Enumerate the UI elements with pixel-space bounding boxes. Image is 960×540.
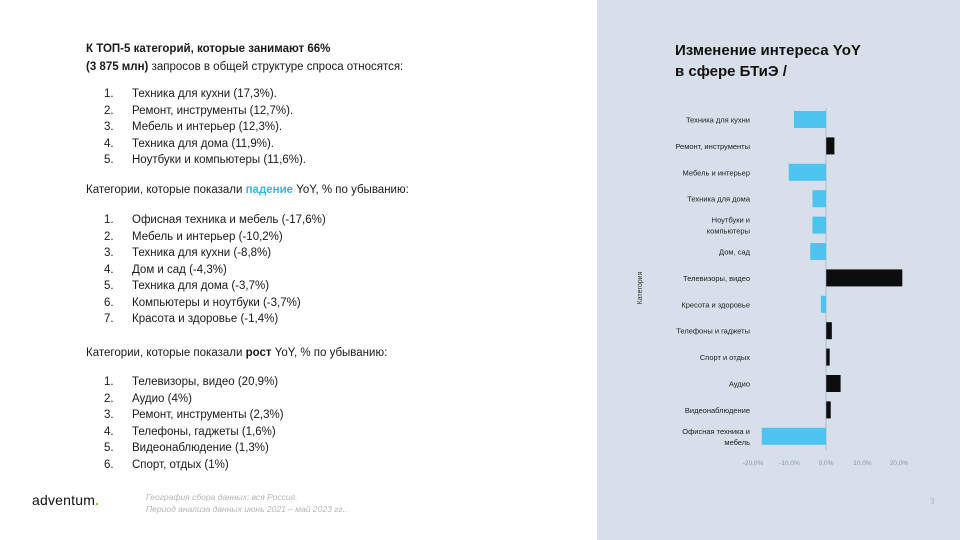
list-item-number: 3. (104, 247, 114, 259)
list-item-text: Техника для дома (11,9%). (132, 137, 274, 150)
decline-list (104, 212, 326, 328)
top5-item (104, 136, 306, 153)
bar (826, 401, 831, 418)
bar (812, 217, 826, 234)
bar (812, 190, 826, 207)
bar (821, 296, 826, 313)
category-label: Спорт и отдых (699, 353, 750, 363)
list-item-text: Видеонаблюдение (1,3%) (132, 442, 269, 454)
chart-title: Изменение интереса YoY в сфере БТиЭ / (675, 42, 861, 80)
intro-total: (3 875 млн) (86, 61, 149, 73)
list-item-text: Телевизоры, видео (20,9%) (132, 376, 279, 388)
list-item-text: Спорт, отдых (1%) (132, 458, 229, 471)
list-item-text: Ремонт, инструменты (2,3%) (132, 409, 284, 421)
list-item-text: Красота и здоровье (-1,4%) (132, 313, 279, 325)
decline-item (104, 262, 326, 279)
list-item-text: Дом и сад (-4,3%) (132, 263, 227, 276)
bar (789, 164, 826, 181)
list-item-number: 3. (104, 121, 114, 133)
growth-list (104, 374, 284, 473)
growth-item (104, 457, 284, 474)
list-item-text: Техника для дома (-3,7%) (132, 280, 270, 292)
growth-item (104, 424, 284, 441)
list-item-number: 6. (104, 296, 114, 309)
list-item-text: Офисная техника и мебель (-17,6%) (132, 214, 326, 226)
decline-item (104, 212, 326, 229)
intro-text (86, 40, 566, 76)
bar (810, 243, 826, 260)
list-item-number: 6. (104, 458, 114, 471)
decline-heading: Категории, которые показали падение YoY, % по убыванию: (86, 184, 409, 196)
growth-highlight: рост (245, 347, 272, 359)
list-item-number: 5. (104, 280, 114, 292)
list-item-text: Техника для кухни (17,3%). (132, 88, 277, 100)
decline-item (104, 229, 326, 246)
category-label: Аудио (728, 379, 750, 389)
x-tick-label: 10,0% (853, 460, 872, 467)
list-item-text: Ноутбуки и компьютеры (11,6%). (132, 154, 306, 166)
category-label: Офисная техника и (682, 426, 750, 436)
list-item-number: 2. (104, 230, 114, 243)
bar (826, 375, 841, 392)
growth-item (104, 374, 284, 391)
list-item-text: Техника для кухни (-8,8%) (132, 247, 272, 259)
list-item-number: 7. (104, 313, 114, 325)
growth-item (104, 391, 284, 408)
bar (826, 322, 832, 339)
top5-item (104, 119, 306, 136)
list-item-number: 1. (104, 376, 114, 388)
category-label: Ноутбуки и (711, 215, 750, 225)
bar (826, 269, 902, 286)
intro-line1: К ТОП-5 категорий, которые занимают 66% (86, 43, 331, 55)
decline-item (104, 245, 326, 262)
decline-highlight: падение (245, 184, 294, 196)
list-item-number: 5. (104, 154, 114, 166)
list-item-text: Мебель и интерьер (12,3%). (132, 121, 283, 133)
category-label: Видеонаблюдение (684, 405, 750, 415)
category-label: компьютеры (706, 226, 750, 236)
growth-item (104, 440, 284, 457)
list-item-text: Мебель и интерьер (-10,2%) (132, 230, 283, 243)
growth-heading: Категории, которые показали рост YoY, % по убыванию: (86, 347, 388, 359)
x-tick-label: 0,0% (818, 460, 834, 467)
list-item-text: Телефоны, гаджеты (1,6%) (132, 425, 276, 438)
list-item-number: 1. (104, 214, 114, 226)
category-label: Техника для дома (687, 194, 750, 204)
category-label: Дом, сад (719, 247, 750, 257)
category-label: Телефоны и гаджеты (676, 326, 750, 336)
list-item-number: 3. (104, 409, 114, 421)
x-tick-label: 20,0% (889, 460, 909, 467)
list-item-number: 5. (104, 442, 114, 454)
category-label: мебель (724, 437, 750, 447)
list-item-number: 4. (104, 263, 114, 276)
list-item-number: 4. (104, 137, 114, 150)
yoy-bar-chart (597, 0, 960, 540)
decline-item (104, 311, 326, 328)
intro-line2: запросов в общей структуре спроса относятся: (148, 61, 404, 73)
category-label: Телевизоры, видео (683, 273, 750, 283)
category-label: Техника для кухни (685, 115, 750, 125)
top5-item (104, 86, 306, 103)
top5-item (104, 152, 306, 169)
category-label: Мебель и интерьер (682, 168, 750, 178)
list-item-number: 2. (104, 104, 114, 117)
bar (762, 428, 826, 445)
adventum-logo: adventum. (32, 492, 100, 508)
growth-item (104, 407, 284, 424)
x-tick-label: -10,0% (779, 460, 800, 467)
bar (826, 349, 830, 366)
list-item-number: 4. (104, 425, 114, 438)
category-label: Кресота и здоровье (681, 300, 750, 310)
list-item-text: Ремонт, инструменты (12,7%). (132, 104, 294, 117)
list-item-number: 1. (104, 88, 114, 100)
top5-item (104, 103, 306, 120)
list-item-text: Аудио (4%) (132, 392, 192, 405)
category-label: Ремонт, инструменты (675, 141, 750, 151)
bar (794, 111, 826, 128)
x-tick-label: -20,0% (742, 460, 764, 467)
bar (826, 137, 834, 154)
list-item-number: 2. (104, 392, 114, 405)
list-item-text: Компьютеры и ноутбуки (-3,7%) (132, 296, 301, 309)
top5-list (104, 86, 306, 169)
decline-item (104, 278, 326, 295)
y-axis-label: Категория (637, 271, 644, 305)
page-number: 3 (930, 497, 935, 506)
decline-item (104, 295, 326, 312)
footnote: География сбора данных: вся Россия. Период анализа данных июнь 2021 – май 2023 гг.. (146, 492, 348, 514)
